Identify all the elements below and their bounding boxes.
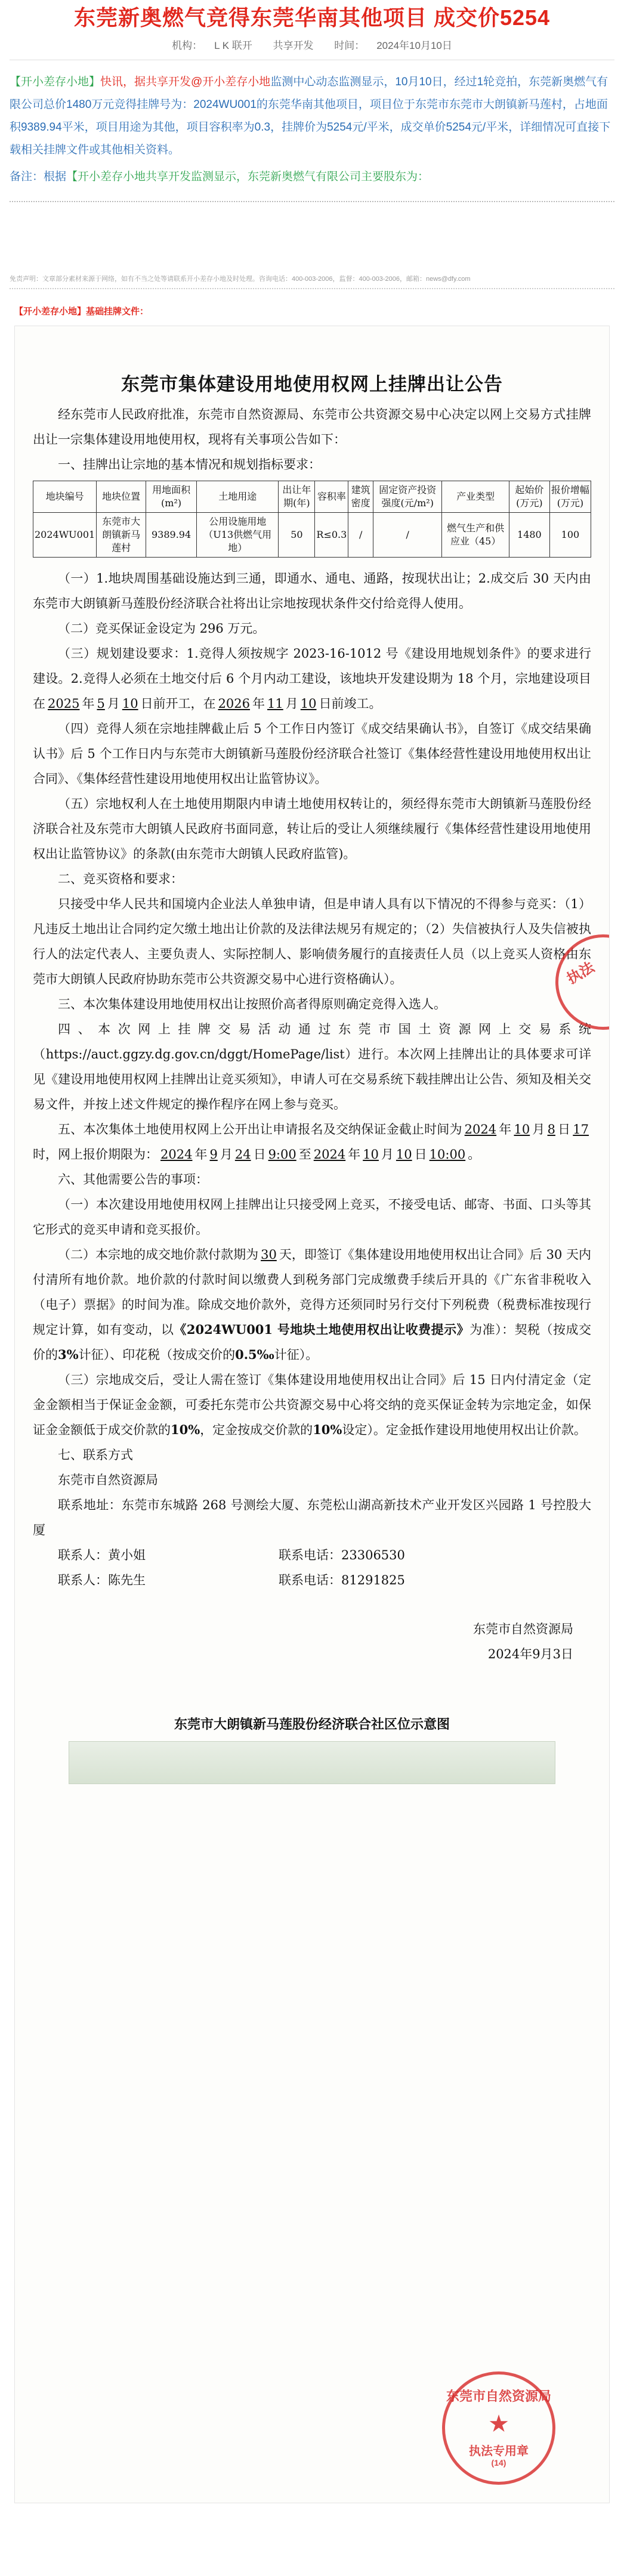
section-6-heading: 六、其他需要公告的事项： — [58, 1172, 208, 1187]
td-area: 9389.94 — [146, 513, 197, 558]
th-parcel-no: 地块编号 — [33, 481, 97, 513]
article-header — [0, 0, 624, 60]
paragraph-1-3: （三）规划建设要求：1.竞得人须按规字 2023-16-1012 号《建设用地规划条件》的要求进行建设。2.竞得人必须在土地交付后 6 个月内动工建设，该地块开发建设期为 18 个月，宗地建设项目在 2025 年 5 月 10 日前开工，在 2026 年 11 月 10 日前竣工。 — [33, 646, 591, 711]
signature-date: 2024年9月3日 — [487, 1647, 573, 1661]
s5-to-month: 10 — [363, 1147, 379, 1162]
p8-text-d: 计征）、印花税（按成交价的 — [78, 1348, 236, 1362]
th-term: 出让年期(年) — [279, 481, 315, 513]
paragraph-6-3 — [33, 1367, 591, 1442]
article-title: 东莞新奥燃气竞得东莞华南其他项目 成交价5254 — [73, 5, 551, 30]
side-seal-text: 执法 — [564, 959, 598, 987]
dotted-divider — [10, 201, 614, 202]
contact-2-name: 联系人：陈先生 — [58, 1573, 146, 1587]
note-paragraph — [0, 162, 624, 188]
p9-rate-1: 10% — [171, 1422, 200, 1437]
announcement-document — [14, 326, 610, 2503]
th-industry: 产业类型 — [442, 481, 509, 513]
contact-org: 东莞市自然资源局 — [58, 1473, 158, 1487]
th-location: 地块位置 — [97, 481, 146, 513]
intro-paragraph: 经东莞市人民政府批准，东莞市自然资源局、东莞市公共资源交易中心决定以网上交易方式挂牌出让一宗集体建设用地使用权，现将有关事项公告如下： — [33, 407, 591, 447]
p9-text-c: 设定）。定金抵作建设用地使用权出让价款。 — [342, 1423, 586, 1437]
seal-bottom-text: 执法专用章 — [469, 2445, 529, 2458]
note-prefix: 备注：根据 — [10, 171, 67, 183]
paragraph-6-1: （一）本次建设用地使用权网上挂牌出让只接受网上竞买，不接受电话、邮寄、书面、口头等其它形式的竞买申请和竞买报价。 — [33, 1197, 591, 1237]
p8-rate-1: 3% — [58, 1347, 79, 1362]
paragraph-1-1: （一）1.地块周围基础设施达到三通，即通水、通电、通路，按现状出让；2.成交后 30 天内由东莞市大朗镇新马莲股份经济联合社将出让宗地按现状条件交付给竞得人使用。 — [33, 571, 591, 611]
td-increment: 100 — [549, 513, 591, 558]
section-3: 三、本次集体建设用地使用权出让按照价高者得原则确定竞得入选人。 — [58, 997, 446, 1011]
date-label: 时间： — [334, 40, 365, 51]
org-meta — [166, 40, 258, 51]
org-label: 机构： — [172, 40, 203, 51]
contact-row-1 — [33, 1543, 591, 1568]
p3-text-a: （三）规划建设要求：1.竞得人须按规字 2023-16-1012 号《建设用地规划条件》的要求进行建设。2.竞得人必须在土地交付后 6 个月内动工建设，该地块开发建设期为 18 个月，宗地建设项目在 — [33, 646, 591, 711]
date-meta — [328, 40, 458, 51]
td-parcel-no: 2024WU001 — [33, 513, 97, 558]
paragraph-1-4: （四）竞得人须在宗地挂牌截止后 5 个工作日内签订《成交结果确认书》，自签订《成交结果确认书》后 5 个工作日内与东莞市大朗镇新马莲股份经济联合社签订《集体经营性建设用地使用权出让合同》、《集体经营性建设用地使用权出让监管协议》。 — [33, 722, 591, 786]
p3-day-1: 10 — [122, 696, 138, 711]
paragraph-6-2 — [33, 1242, 591, 1367]
contact-2-tel: 联系电话：81291825 — [279, 1573, 405, 1587]
s5-text-b: 网上报价期限为： — [58, 1147, 158, 1162]
signature-org: 东莞市自然资源局 — [473, 1622, 573, 1636]
p8-text-e: 计征）。 — [274, 1348, 319, 1362]
paragraph-1-5: （五）宗地权利人在土地使用期限内申请土地使用权转让的，须经得东莞市大朗镇新马莲股份经济联合社及东莞市大朗镇人民政府书面同意，转让后的受让人须继续履行《集体经营性建设用地使用权出让监管协议》的条款(由东莞市大朗镇人民政府监管)。 — [33, 797, 591, 861]
td-location: 东莞市大朗镇新马莲村 — [97, 513, 146, 558]
p9-text-a: （三）宗地成交后，受让人需在签订《集体建设用地使用权出让合同》后 15 日内付清定金（定金金额相当于保证金金额，可委托东莞市公共资源交易中心将交纳的竞买保证金转为宗地定金，如保证金金额低于成交价款的 — [33, 1373, 591, 1437]
p9-rate-2: 10% — [313, 1422, 342, 1437]
td-density: / — [348, 513, 373, 558]
s5-to-day: 10 — [396, 1147, 412, 1162]
s5-from-time: 9:00 — [268, 1147, 296, 1162]
th-far: 容积率 — [315, 481, 348, 513]
s5-from-year: 2024 — [160, 1147, 193, 1162]
th-increment: 报价增幅(万元) — [549, 481, 591, 513]
p3-month-1: 5 — [97, 696, 105, 711]
th-area: 用地面积(m²) — [146, 481, 197, 513]
parcel-table — [33, 481, 591, 558]
paragraph-2: 只接受中华人民共和国境内企业法人单独申请，但是申请人具有以下情况的不得参与竞买：（1）凡违反土地出让合同约定欠缴土地出让价款的及法律法规另有规定的；（2）失信被执行人及失信被执行人的法定代表人、主要负责人、实际控制人、影响债务履行的直接责任人员（以上竞买人资格由东莞市大朗镇人民政府协助东莞市公共资源交易中心进行资格确认）。 — [33, 897, 591, 986]
section-4: 四、本次网上挂牌交易活动通过东莞市国土资源网上交易系统（https://auct.ggzy.dg.gov.cn/dggt/HomePage/list）进行。本次网上挂牌出让的具体要求可详见《建设用地使用权网上挂牌出让竞买须知》，申请人可在交易系统下载挂牌出让公告、须知及相关交易文件，并按上述文件规定的操作程序在网上参与竞买。 — [33, 1022, 591, 1111]
s5-hour: 17 — [573, 1122, 589, 1137]
s5-year: 2024 — [464, 1122, 497, 1137]
section-7-heading: 七、联系方式 — [58, 1448, 133, 1462]
table-row — [33, 513, 591, 558]
section-2-heading: 二、竞买资格和要求： — [58, 872, 183, 886]
s5-day: 8 — [547, 1122, 555, 1137]
article-meta — [0, 38, 624, 54]
p3-year-1: 2025 — [48, 696, 80, 711]
td-industry: 燃气生产和供应业（45） — [442, 513, 509, 558]
document-title: 东莞市集体建设用地使用权网上挂牌出让公告 — [121, 374, 503, 395]
s5-from-day: 24 — [234, 1147, 251, 1162]
official-seal-stamp — [442, 2371, 555, 2485]
disclaimer: 免责声明：文章部分素材来源于网络，如有不当之处等请联系开小差存小地及时处理。咨询电话：400-003-2006，监督：400-003-2006，邮箱：news@dfy.com — [10, 275, 471, 283]
contact-row-2 — [33, 1568, 591, 1593]
attachment-tag: 【开小差存小地】 — [14, 306, 87, 317]
s5-to-year: 2024 — [313, 1147, 346, 1162]
paragraph-1-2: （二）竞买保证金设定为 296 万元。 — [58, 621, 265, 636]
share-label: 共享开发 — [273, 40, 314, 51]
td-far: R≤0.3 — [315, 513, 348, 558]
p8-text-b: 天，即签订《集体建设用地使用权出让合同》后 30 天内付清所有地价款。地价款的付款时间以缴费人到税务部门完成缴费手续后开具的《广东省非税收入（电子）票据》的时间为准。除成交地价款外，竞得方还须同时另行交付下列税费（税费标准按现行规定计算，如有变动，以 — [33, 1247, 591, 1337]
p8-rate-2: 0.5‰ — [235, 1347, 274, 1362]
seal-star-icon: ★ — [488, 2411, 509, 2437]
th-use: 土地用途 — [197, 481, 279, 513]
news-paragraph — [0, 60, 624, 162]
section-1-heading: 一、挂牌出让宗地的基本情况和规划指标要求： — [58, 457, 321, 472]
date-value: 2024年10月10日 — [376, 40, 452, 51]
p3-year-2: 2026 — [218, 696, 251, 711]
p8-code: 《2024WU001 号地块土地使用权出让收费提示》 — [174, 1322, 470, 1337]
news-text2: 监测中心动态监测显示，10月10日，经过1轮竞拍，东莞新奥燃气有限公司总价1480万元竞得挂牌号为：2024WU001的东莞华南其他项目，项目位于东莞市东莞市大朗镇新马莲村，占地面积9389.94平米，项目用途为其他，项目容积率为0.3，挂牌价为5254元/平米，成交单价5254元/平米，详细情况可直接下载相关挂牌文件或其他相关资料。 — [10, 76, 611, 156]
attachment-label — [14, 305, 610, 317]
seal-top-text: 东莞市自然资源局 — [446, 2389, 551, 2404]
contact-1-tel: 联系电话：23306530 — [279, 1548, 405, 1562]
seal-number: (14) — [491, 2458, 506, 2467]
location-map-title: 东莞市大朗镇新马莲股份经济联合社区位示意图 — [174, 1717, 450, 1732]
s5-month: 10 — [514, 1122, 530, 1137]
th-density: 建筑密度 — [348, 481, 373, 513]
p8-days: 30 — [261, 1247, 277, 1262]
th-start-price: 起始价(万元) — [509, 481, 549, 513]
s5-to-time: 10:00 — [429, 1147, 466, 1162]
s5-from-month: 9 — [209, 1147, 218, 1162]
contact-address: 联系地址：东莞市东城路 268 号测绘大厦、东莞松山湖高新技术产业开发区兴园路 1 号控股大厦 — [33, 1498, 591, 1537]
p9-text-b: ，定金按成交价款的 — [200, 1423, 313, 1437]
contact-1-name: 联系人：黄小姐 — [58, 1548, 146, 1562]
parcel-table-header — [33, 481, 591, 513]
location-map-image — [69, 1741, 555, 1784]
note-source: 【开小差存小地共享开发监测显示，东莞新奥燃气有限公司主要股东为： — [66, 171, 430, 183]
p8-text-a: （二）本宗地的成交地价款付款期为 — [58, 1247, 259, 1262]
dotted-divider-2 — [10, 288, 614, 289]
s5-text-a: 五、本次集体土地使用权网上公开出让申请报名及交纳保证金截止时间为 — [58, 1122, 462, 1137]
th-investment: 固定资产投资强度(元/m²) — [373, 481, 442, 513]
td-use: 公用设施用地（U13供燃气用地） — [197, 513, 279, 558]
td-term: 50 — [279, 513, 315, 558]
p3-text-c: 前竣工。 — [331, 696, 382, 711]
attachment-text: 基础挂牌文件： — [86, 306, 149, 317]
p8-text-c: 为准）：契税（按成交价的 — [33, 1323, 592, 1362]
p3-day-2: 10 — [300, 696, 317, 711]
p3-text-b: 前开工，在 — [153, 696, 216, 711]
news-tag: 【开小差存小地】 — [10, 76, 101, 88]
news-text1: 快讯，据共享开发@开小差存小地 — [100, 76, 271, 88]
section-5: 五、本次集体土地使用权网上公开出让申请报名及交纳保证金截止时间为 2024 年 10 月 8 日 17时，网上报价期限为： 2024 年 9 月 24 日 9:00 至 2024 年 10 月 10 日 10:00 。 — [33, 1117, 591, 1167]
td-investment: / — [373, 513, 442, 558]
p3-month-2: 11 — [267, 696, 283, 711]
org-value: L K 联开 — [214, 40, 252, 51]
td-start-price: 1480 — [509, 513, 549, 558]
